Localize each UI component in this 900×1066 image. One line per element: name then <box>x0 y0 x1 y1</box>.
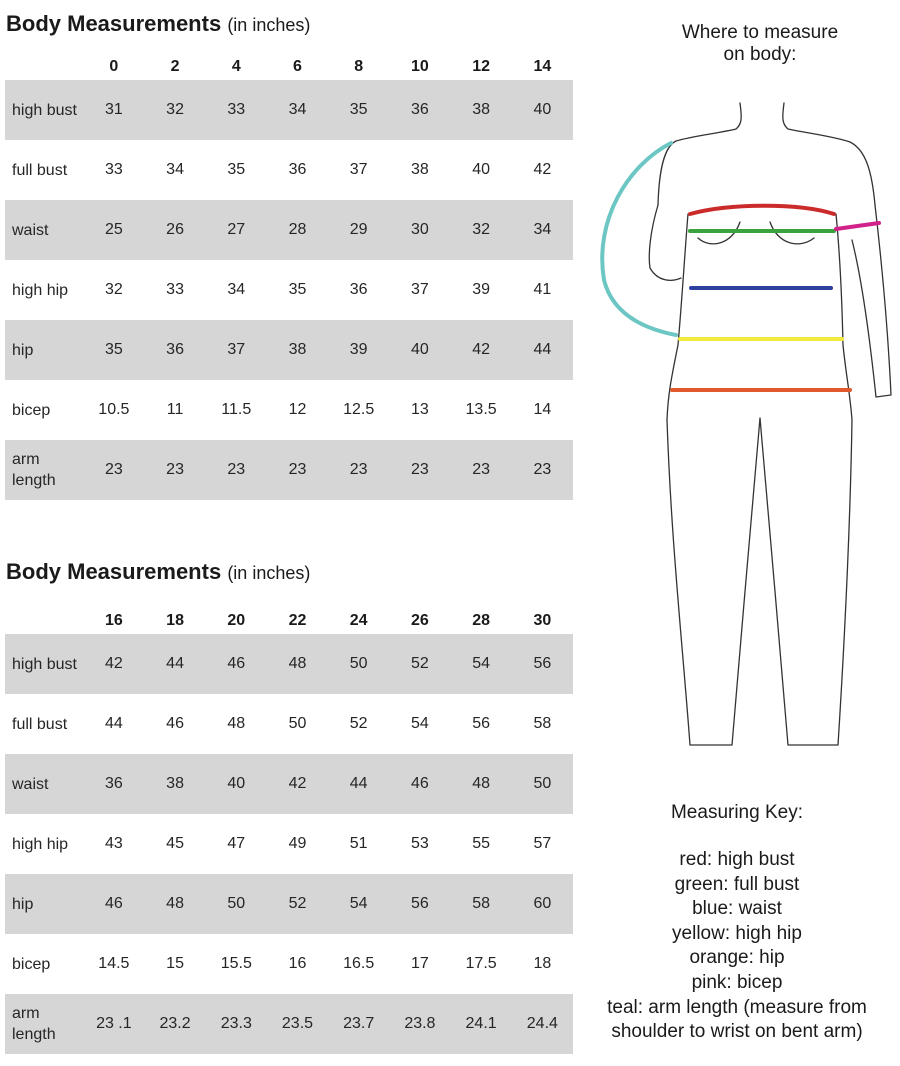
measurement-cell: 32 <box>472 221 490 238</box>
measurement-cell: 53 <box>410 835 429 852</box>
measurement-cell: 37 <box>410 281 429 298</box>
measurement-cell: 33 <box>227 101 246 118</box>
table-1-title <box>6 11 310 38</box>
measurement-cell: 48 <box>166 895 184 912</box>
diagram-title-line-2: on body: <box>723 44 797 65</box>
measurement-cell: 46 <box>227 655 246 672</box>
row-label: bicep <box>12 955 51 973</box>
measurement-cell: 36 <box>288 161 307 178</box>
measuring-key <box>582 800 892 1045</box>
measurement-cell: 58 <box>533 715 552 732</box>
measurement-cell: 39 <box>349 341 368 358</box>
measurement-cell: 36 <box>166 341 184 358</box>
arm-length-line <box>602 143 676 335</box>
measurement-cell: 32 <box>166 101 184 118</box>
measurement-cell: 14.5 <box>98 955 130 972</box>
measurement-cell: 33 <box>166 281 184 298</box>
measurement-cell: 40 <box>533 101 552 118</box>
measurement-cell: 11 <box>166 401 184 418</box>
measurement-cell: 42 <box>104 655 123 672</box>
table-row <box>5 260 573 320</box>
measurement-cell: 44 <box>349 775 368 792</box>
measurement-cell: 16.5 <box>343 955 375 972</box>
measurement-cell: 23.2 <box>159 1015 191 1032</box>
measurement-cell: 42 <box>288 775 307 792</box>
body-outline <box>649 103 891 745</box>
measurement-cell: 23 <box>472 461 490 478</box>
key-hip: orange: hip <box>689 947 785 969</box>
measurement-cell: 18 <box>533 955 552 972</box>
measurement-cell: 41 <box>533 281 552 298</box>
measurement-cell: 34 <box>288 101 307 118</box>
measurement-cell: 23 <box>410 461 429 478</box>
measurement-cell: 23 <box>227 461 246 478</box>
size-chart-table-2 <box>5 607 573 1054</box>
measurement-cell: 24.1 <box>465 1015 497 1032</box>
measurement-cell: 50 <box>288 715 307 732</box>
diagram-title <box>620 22 900 66</box>
table-2 <box>5 607 573 1054</box>
measurement-cell: 23 <box>288 461 307 478</box>
table-2-title-unit: (in inches) <box>227 563 311 583</box>
row-label: arm length <box>12 451 56 489</box>
measurement-cell: 56 <box>472 715 490 732</box>
body-outline-left-shoulder <box>658 103 741 205</box>
key-arm-length-note: shoulder to wrist on bent arm) <box>611 1021 863 1043</box>
measurement-cell: 48 <box>227 715 246 732</box>
measurement-cell: 49 <box>288 835 307 852</box>
measurement-cell: 51 <box>349 835 368 852</box>
measurement-cell: 23 <box>533 461 552 478</box>
measurement-cell: 38 <box>166 775 184 792</box>
table-1 <box>5 53 573 500</box>
size-header: 2 <box>170 57 180 75</box>
row-label: waist <box>12 221 49 239</box>
measurement-cell: 46 <box>104 895 123 912</box>
measurement-cell: 23 <box>349 461 368 478</box>
measurement-cell: 23.3 <box>220 1015 252 1032</box>
key-arm-length: teal: arm length (measure from <box>607 996 867 1018</box>
measurement-cell: 36 <box>410 101 429 118</box>
body-outline-right-arm <box>852 205 891 397</box>
measurement-cell: 50 <box>533 775 552 792</box>
row-label: full bust <box>12 715 68 733</box>
diagram-title-line-1: Where to measure <box>681 22 839 43</box>
measurement-cell: 34 <box>166 161 184 178</box>
size-header: 20 <box>227 611 246 629</box>
high-bust-line <box>690 206 834 214</box>
key-full-bust: green: full bust <box>674 873 800 895</box>
measurement-cell: 44 <box>533 341 552 358</box>
size-header: 24 <box>349 611 368 629</box>
measurement-cell: 24.4 <box>526 1015 558 1032</box>
size-header-row <box>5 53 573 80</box>
table-row <box>5 634 573 694</box>
measurement-cell: 26 <box>166 221 184 238</box>
table-row <box>5 440 573 500</box>
measurement-cell: 35 <box>104 341 123 358</box>
key-high-hip: yellow: high hip <box>672 922 802 944</box>
table-row <box>5 80 573 140</box>
bicep-line <box>836 223 879 229</box>
measurement-cell: 29 <box>349 221 368 238</box>
size-header: 16 <box>104 611 123 629</box>
table-2-title-main: Body Measurements <box>6 559 222 584</box>
measurement-cell: 38 <box>472 101 490 118</box>
measurement-cell: 27 <box>227 221 246 238</box>
measurement-cell: 45 <box>166 835 184 852</box>
table-1-title-main: Body Measurements <box>6 11 222 36</box>
row-label: high hip <box>12 281 69 299</box>
measurement-cell: 30 <box>410 221 429 238</box>
measurement-cell: 34 <box>533 221 552 238</box>
table-row <box>5 200 573 260</box>
measurement-cell: 25 <box>104 221 123 238</box>
measurement-cell: 54 <box>349 895 368 912</box>
table-2-title <box>6 559 310 586</box>
measurement-cell: 40 <box>227 775 246 792</box>
table-row <box>5 140 573 200</box>
key-high-bust: red: high bust <box>679 849 795 870</box>
measurement-cell: 54 <box>410 715 429 732</box>
measurement-cell: 12.5 <box>343 401 375 418</box>
measurement-cell: 57 <box>533 835 552 852</box>
row-label: hip <box>12 341 34 359</box>
measurement-cell: 13 <box>410 401 429 418</box>
size-header: 4 <box>231 57 241 75</box>
measurement-cell: 54 <box>472 655 490 672</box>
key-waist: blue: waist <box>692 898 782 920</box>
body-figure <box>598 96 894 756</box>
measurement-cell: 44 <box>104 715 123 732</box>
measurement-cell: 23.8 <box>404 1015 436 1032</box>
size-header: 18 <box>166 611 184 629</box>
table-row <box>5 380 573 440</box>
measurement-cell: 60 <box>533 895 552 912</box>
measurement-cell: 37 <box>227 341 246 358</box>
measurement-cell: 56 <box>410 895 429 912</box>
size-header: 22 <box>288 611 307 629</box>
table-1-title-unit: (in inches) <box>227 15 311 35</box>
measurement-cell: 16 <box>288 955 307 972</box>
size-chart-table-1 <box>5 53 573 500</box>
measurement-cell: 52 <box>288 895 307 912</box>
measurement-cell: 35 <box>227 161 246 178</box>
measurement-cell: 23 <box>166 461 184 478</box>
table-row <box>5 934 573 994</box>
measurement-cell: 15.5 <box>220 955 252 972</box>
measurement-cell: 23 .1 <box>96 1015 132 1032</box>
measurement-cell: 12 <box>288 401 307 418</box>
measurement-cell: 42 <box>472 341 490 358</box>
size-header: 8 <box>354 57 364 75</box>
measurement-cell: 23 <box>104 461 123 478</box>
measurement-cell: 36 <box>104 775 123 792</box>
measurement-cell: 55 <box>472 835 490 852</box>
measurement-cell: 40 <box>410 341 429 358</box>
row-label: high bust <box>12 655 77 673</box>
size-header: 26 <box>410 611 429 629</box>
measurement-cell: 56 <box>533 655 552 672</box>
size-header: 30 <box>533 611 552 629</box>
measurement-cell: 40 <box>472 161 490 178</box>
measurement-cell: 58 <box>472 895 490 912</box>
table-row <box>5 874 573 934</box>
measurement-cell: 23.5 <box>281 1015 314 1032</box>
measurement-cell: 46 <box>166 715 184 732</box>
measurement-cell: 43 <box>104 835 123 852</box>
table-row <box>5 694 573 754</box>
measurement-cell: 28 <box>288 221 307 238</box>
measurement-cell: 47 <box>227 835 246 852</box>
body-outline-right-shoulder <box>783 103 875 205</box>
row-label: arm length <box>12 1005 56 1043</box>
body-outline-left-arm <box>649 205 681 280</box>
measurement-cell: 35 <box>349 101 368 118</box>
table-row <box>5 814 573 874</box>
row-label: hip <box>12 895 34 913</box>
measurement-cell: 38 <box>410 161 429 178</box>
measurement-cell: 38 <box>288 341 307 358</box>
row-label: bicep <box>12 401 51 419</box>
measurement-cell: 17.5 <box>465 955 497 972</box>
measurement-cell: 39 <box>472 281 490 298</box>
size-header: 6 <box>293 57 302 75</box>
row-label: full bust <box>12 161 68 179</box>
measurement-cell: 33 <box>104 161 123 178</box>
measurement-cell: 17 <box>410 955 429 972</box>
table-row <box>5 754 573 814</box>
header-corner <box>5 53 83 80</box>
row-label: high bust <box>12 101 77 119</box>
measurement-cell: 34 <box>227 281 246 298</box>
measurement-cell: 52 <box>410 655 429 672</box>
measurement-cell: 35 <box>288 281 307 298</box>
size-header: 0 <box>109 57 119 75</box>
table-row <box>5 320 573 380</box>
measurement-cell: 13.5 <box>465 401 497 418</box>
measuring-key-title: Measuring Key: <box>670 802 803 823</box>
measurement-cell: 32 <box>104 281 123 298</box>
body-outline-legs <box>667 418 852 745</box>
measurement-cell: 48 <box>472 775 490 792</box>
measurement-cell: 11.5 <box>221 401 252 418</box>
measurement-cell: 14 <box>533 401 552 418</box>
measurement-cell: 15 <box>166 955 184 972</box>
size-header: 12 <box>472 57 490 75</box>
measurement-cell: 10.5 <box>98 401 130 418</box>
measurement-cell: 46 <box>410 775 429 792</box>
header-corner <box>5 607 83 634</box>
key-bicep: pink: bicep <box>691 971 783 993</box>
size-header: 10 <box>410 57 429 75</box>
row-label: high hip <box>12 835 69 853</box>
measurement-cell: 42 <box>533 161 552 178</box>
measurement-cell: 37 <box>349 161 368 178</box>
row-label: waist <box>12 775 49 793</box>
size-header: 14 <box>533 57 552 75</box>
table-row <box>5 994 573 1054</box>
size-header: 28 <box>472 611 490 629</box>
measurement-cell: 31 <box>104 101 123 118</box>
measurement-cell: 44 <box>166 655 184 672</box>
measurement-cell: 50 <box>349 655 368 672</box>
measurement-cell: 36 <box>349 281 368 298</box>
measurement-cell: 52 <box>349 715 368 732</box>
measurement-cell: 23.7 <box>343 1015 375 1032</box>
measurement-cell: 50 <box>227 895 246 912</box>
measurement-cell: 48 <box>288 655 307 672</box>
size-header-row <box>5 607 573 634</box>
